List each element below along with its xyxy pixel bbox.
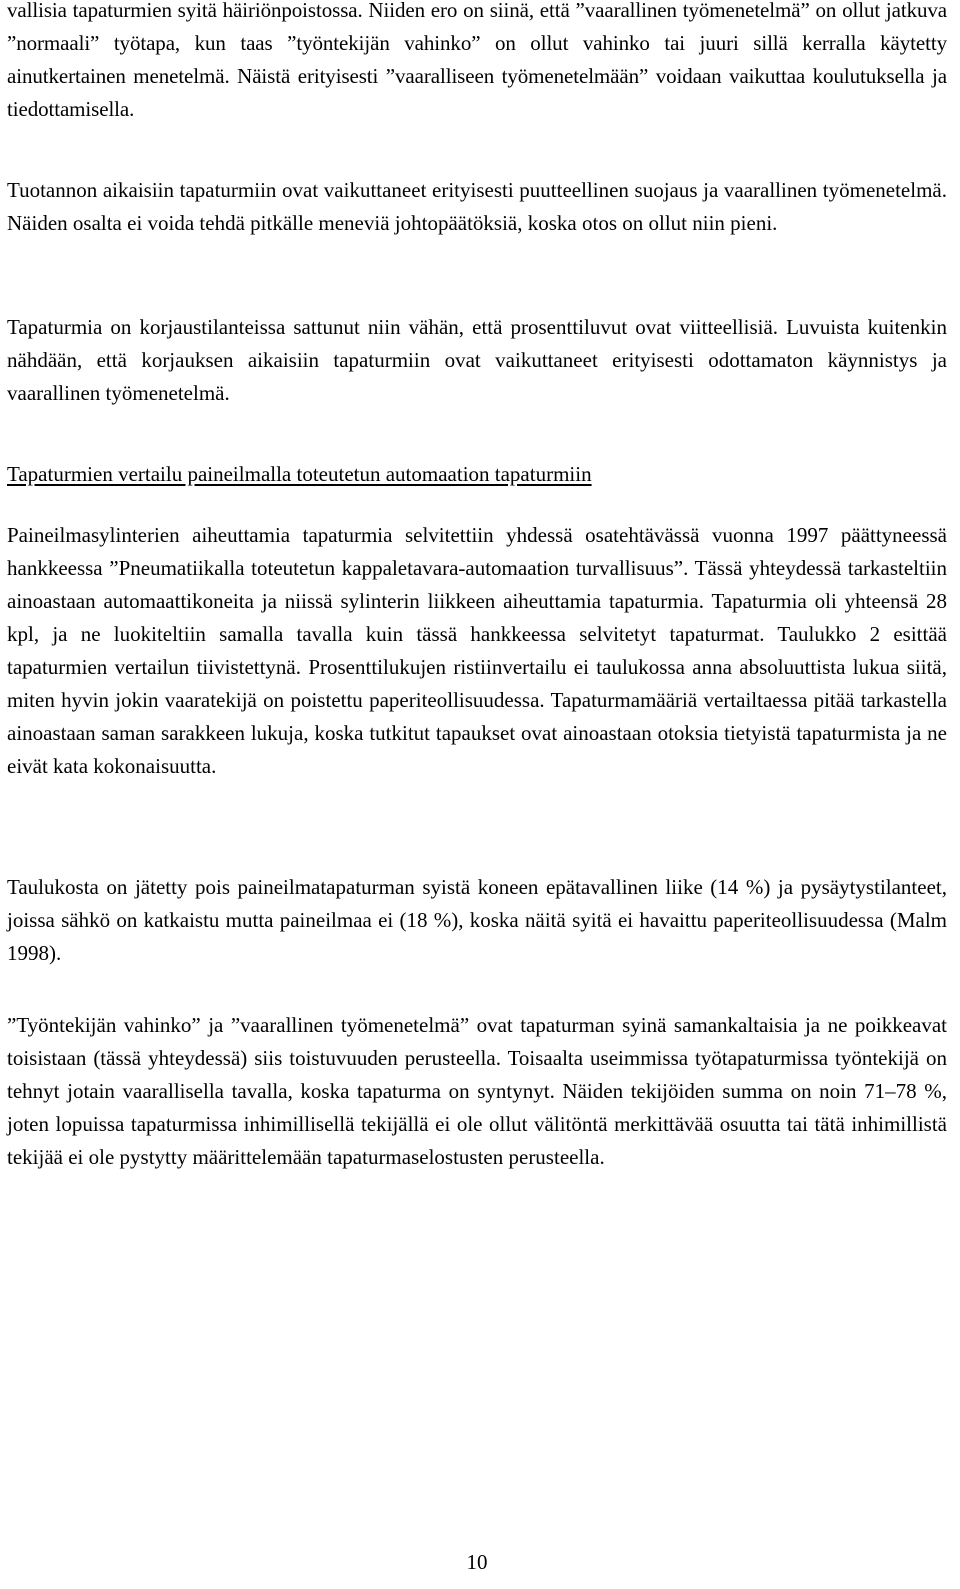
paragraph-vaarallinen-tyomenetelma: vallisia tapaturmien syitä häiriönpoistossa. Niiden ero on siinä, että ”vaarallinen työmenetelmä” on ollut jatkuva ”normaali” työtapa, kun taas ”työntekijän vahinko” on ollut vahinko tai juuri sillä kerralla käytetty ainutkertainen menetelmä. Näistä erityisesti ”vaaralliseen työmenetelmään” voidaan vaikuttaa koulutuksella ja tiedottamisella.	[7, 0, 947, 121]
page-number: 10	[466, 1550, 488, 1574]
paragraph-tuotannon-tapaturmat: Tuotannon aikaisiin tapaturmiin ovat vaikuttaneet erityisesti puutteellinen suojaus ja vaarallinen työmenetelmä. Näiden osalta ei voida tehdä pitkälle meneviä johtopäätöksiä, koska otos on ollut niin pieni.	[7, 178, 947, 235]
paragraph-korjaustilanteet: Tapaturmia on korjaustilanteissa sattunut niin vähän, että prosenttiluvut ovat viitteellisiä. Luvuista kuitenkin nähdään, että korjauksen aikaisiin tapaturmiin ovat vaikuttaneet erityisesti odottamaton käynnistys ja vaarallinen työmenetelmä.	[7, 315, 947, 405]
paragraph-paineilmasylinterit: Paineilmasylinterien aiheuttamia tapaturmia selvitettiin yhdessä osatehtävässä vuonna 1997 päättyneessä hankkeessa ”Pneumatiikalla toteutetun kappaletavara-automaation turvallisuus”. Tässä yhteydessä tarkasteltiin ainoastaan automaattikoneita ja niissä sylinterin liikkeen aiheuttamia tapaturmia. Tapaturmia oli yhteensä 28 kpl, ja ne luokiteltiin samalla tavalla kuin tässä hankkeessa selvitetyt tapaturmat. Taulukko 2 esittää tapaturmien vertailun tiivistettynä. Prosenttilukujen ristiinvertailu ei taulukossa anna absoluuttista lukua siitä, miten hyvin jokin vaaratekijä on poistettu paperiteollisuudessa. Tapaturmamääriä vertailtaessa pitää tarkastella ainoastaan saman sarakkeen lukuja, koska tutkitut tapaukset ovat ainoastaan otoksia tietyistä tapaturmista ja ne eivät kata kokonaisuutta.	[7, 523, 947, 778]
section-heading: Tapaturmien vertailu paineilmalla toteutetun automaation tapaturmiin	[7, 462, 592, 486]
paragraph-inhimillinen-tekija: ”Työntekijän vahinko” ja ”vaarallinen työmenetelmä” ovat tapaturman syinä samankaltaisia ja ne poikkeavat toisistaan (tässä yhteydessä) siis toistuvuuden perusteella. Toisaalta useimmissa työtapaturmissa työntekijä on tehnyt jotain vaarallisella tavalla, koska tapaturma on syntynyt. Näiden tekijöiden summa on noin 71–78 %, joten lopuissa tapaturmissa inhimillisellä tekijällä ei ole ollut välitöntä merkittävää osuutta tai tätä inhimillistä tekijää ei ole pystytty määrittelemään tapaturmaselostusten perusteella.	[7, 1013, 947, 1169]
paragraph-taulukosta-pois-jatetyt: Taulukosta on jätetty pois paineilmatapaturman syistä koneen epätavallinen liike (14 %) ja pysäytystilanteet, joissa sähkö on katkaistu mutta paineilmaa ei (18 %), koska näitä syitä ei havaittu paperiteollisuudessa (Malm 1998).	[7, 875, 947, 965]
